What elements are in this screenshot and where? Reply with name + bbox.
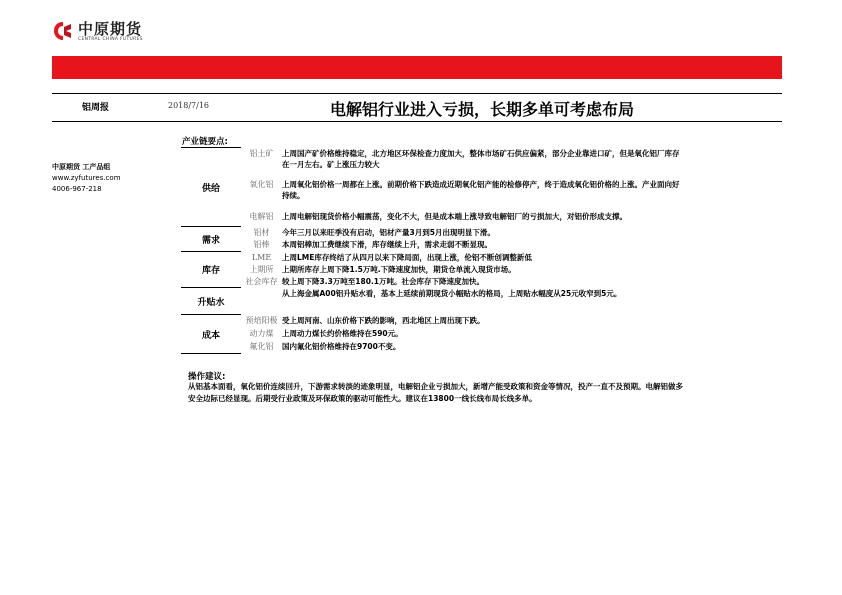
row-text: 受上周河南、山东价格下跌的影响，西北地区上周出现下跌。	[282, 315, 485, 325]
table-row	[181, 239, 687, 252]
table-row	[181, 315, 687, 328]
row-label: 铝材	[253, 227, 270, 237]
brand-mark-icon	[52, 20, 74, 42]
category-demand: 需求	[181, 227, 241, 252]
category-basis: 升贴水	[181, 288, 241, 315]
table-row	[181, 341, 687, 354]
sidebar-contact	[52, 162, 121, 195]
company-website: www.zyfutures.com	[52, 174, 121, 182]
brand-logo	[52, 20, 143, 42]
header-top-rule	[52, 93, 782, 94]
company-phone: 4006-967-218	[52, 185, 102, 193]
table-row	[181, 227, 687, 240]
operations-text: 从铝基本面看，氧化铝价连续回升，下游需求转淡的迹象明显，电解铝企业亏损加大，新增产能受政策和资金等情况，投产一直不及预期。电解铝做多安全边际已经显现。后期受行业政策及环保政策的驱动可能性大。建议在13800一线长线布局长线多单。	[188, 382, 683, 403]
row-label: LME	[251, 252, 272, 262]
table-row	[181, 276, 687, 288]
table-row	[181, 148, 687, 180]
row-text: 从上海金属A00铝升贴水看，基本上延续前期现货小幅贴水的格局，上周贴水幅度从25元收窄到5元。	[282, 288, 622, 298]
table-row	[181, 328, 687, 341]
row-label: 动力煤	[249, 328, 274, 338]
row-label: 社会库存	[245, 276, 278, 286]
row-label: 氧化铝	[249, 180, 274, 190]
row-label: 预焙阳极	[245, 315, 278, 325]
row-label	[241, 288, 282, 315]
header-red-band	[52, 56, 782, 79]
row-text: 上期所库存上周下降1.5万吨.下降速度加快，期货仓单流入现货市场。	[282, 264, 516, 274]
table-row	[181, 264, 687, 276]
row-text: 国内氟化铝价格维持在9700不变。	[282, 341, 401, 351]
row-text: 上周动力煤长约价格维持在590元。	[282, 328, 403, 338]
brand-name-en: CENTRAL CHINA FUTURES	[78, 36, 143, 42]
page-title: 电解铝行业进入亏损，长期多单可考虑布局	[330, 100, 635, 119]
industry-chain-table	[181, 147, 687, 354]
table-row	[181, 179, 687, 211]
report-type: 铝周报	[82, 103, 110, 113]
row-text: 上周氧化铝价格一周都在上涨。前期价格下跌造成近期氧化铝产能的检修停产，终于造成氧化铝价格的上涨。产业面向好持续。	[282, 180, 680, 201]
header-bottom-rule	[52, 121, 782, 122]
row-text: 上周电解铝现货价格小幅震荡，变化不大，但是成本端上涨导致电解铝厂的亏损加大，对铝价形成支撑。	[282, 211, 627, 221]
table-row	[181, 288, 687, 315]
row-text: 上周国产矿价格维持稳定，北方地区环保检查力度加大，整体市场矿石供应偏紧，部分企业靠进口矿，但是氧化铝厂库存在一月左右。矿上涨压力较大	[282, 148, 680, 169]
row-label: 铝土矿	[249, 148, 274, 158]
row-label: 上期所	[249, 264, 274, 274]
table-row	[181, 252, 687, 264]
row-text: 上周LME库存终结了从四月以来下降局面，出现上涨，伦铝不断创调整新低	[282, 252, 532, 262]
category-supply: 供给	[181, 148, 241, 227]
row-label: 氟化铝	[249, 341, 274, 351]
row-label: 电解铝	[249, 211, 274, 221]
row-text: 较上周下降3.3万吨至180.1万吨。社会库存下降速度加快。	[282, 276, 485, 286]
chain-section-title: 产业链要点:	[182, 137, 228, 147]
row-text: 本周铝棒加工费继续下滑，库存继续上升，需求走弱不断显现。	[282, 240, 492, 249]
row-label: 铝棒	[253, 240, 270, 249]
table-row	[181, 211, 687, 227]
report-date: 2018/7/16	[168, 101, 210, 110]
company-name: 中原期货 工产品组	[52, 163, 111, 171]
category-cost: 成本	[181, 315, 241, 354]
operations-title: 操作建议:	[188, 372, 226, 382]
brand-name-cn: 中原期货	[78, 19, 143, 38]
category-inventory: 库存	[181, 252, 241, 288]
row-text: 今年三月以来旺季没有启动，铝材产量3月到5月出现明显下滑。	[282, 227, 495, 237]
